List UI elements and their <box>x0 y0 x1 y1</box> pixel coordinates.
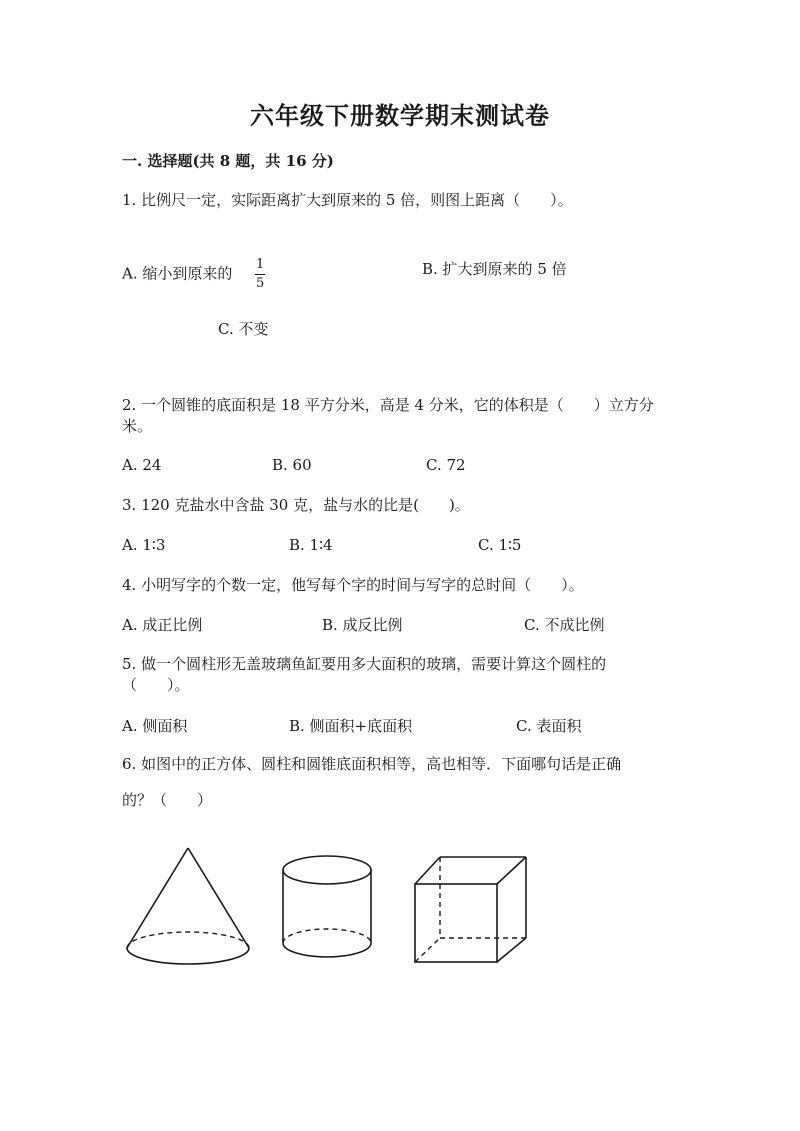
question-1-stem: 1. 比例尺一定，实际距离扩大到原来的 5 倍，则图上距离（ ）。 <box>122 191 573 209</box>
solids-figure <box>115 840 545 980</box>
question-3-option-a[interactable]: A. 1∶3 <box>122 536 166 554</box>
question-4-option-c[interactable]: C. 不成比例 <box>524 616 605 634</box>
question-4-option-a[interactable]: A. 成正比例 <box>122 616 203 634</box>
question-2-stem-line-1: 2. 一个圆锥的底面积是 18 平方分米，高是 4 分米，它的体积是（ ）立方分 <box>122 396 654 414</box>
question-6-stem-line-1: 6. 如图中的正方体、圆柱和圆锥底面积相等，高也相等．下面哪句话是正确 <box>122 755 622 773</box>
question-1-option-b[interactable]: B. 扩大到原来的 5 倍 <box>422 260 567 278</box>
question-2-option-c[interactable]: C. 72 <box>426 456 466 474</box>
question-6-stem-line-2: 的？（ ） <box>122 791 213 809</box>
section-heading: 一. 选择题(共 8 题，共 16 分) <box>122 152 334 170</box>
question-1-option-a[interactable] <box>122 258 265 291</box>
cube-figure <box>415 857 526 962</box>
cone-figure <box>127 848 249 964</box>
question-1-option-c[interactable]: C. 不变 <box>218 320 269 338</box>
question-5-stem-line-1: 5. 做一个圆柱形无盖玻璃鱼缸要用多大面积的玻璃，需要计算这个圆柱的 <box>122 655 607 673</box>
question-4-option-b[interactable]: B. 成反比例 <box>322 616 403 634</box>
question-5-option-a[interactable]: A. 侧面积 <box>122 717 188 735</box>
fraction-numerator: 1 <box>256 257 265 272</box>
question-3-option-b[interactable]: B. 1∶4 <box>289 536 333 554</box>
fraction-one-fifth <box>255 258 265 291</box>
question-3-stem: 3. 120 克盐水中含盐 30 克，盐与水的比是( )。 <box>122 496 470 514</box>
question-5-option-c[interactable]: C. 表面积 <box>516 717 582 735</box>
option-a-text: A. 缩小到原来的 <box>122 264 233 283</box>
page-title: 六年级下册数学期末测试卷 <box>250 101 550 130</box>
question-4-stem: 4. 小明写字的个数一定，他写每个字的时间与写字的总时间（ ）。 <box>122 576 584 594</box>
question-2-stem-line-2: 米。 <box>122 417 153 435</box>
question-2-option-a[interactable]: A. 24 <box>122 456 162 474</box>
fraction-bar <box>255 274 265 275</box>
fraction-denominator: 5 <box>256 276 265 291</box>
question-5-option-b[interactable]: B. 侧面积+底面积 <box>289 717 413 735</box>
cylinder-figure <box>283 856 371 957</box>
question-3-option-c[interactable]: C. 1∶5 <box>478 536 522 554</box>
question-2-option-b[interactable]: B. 60 <box>272 456 312 474</box>
question-5-stem-line-2: （ ）。 <box>122 676 190 694</box>
